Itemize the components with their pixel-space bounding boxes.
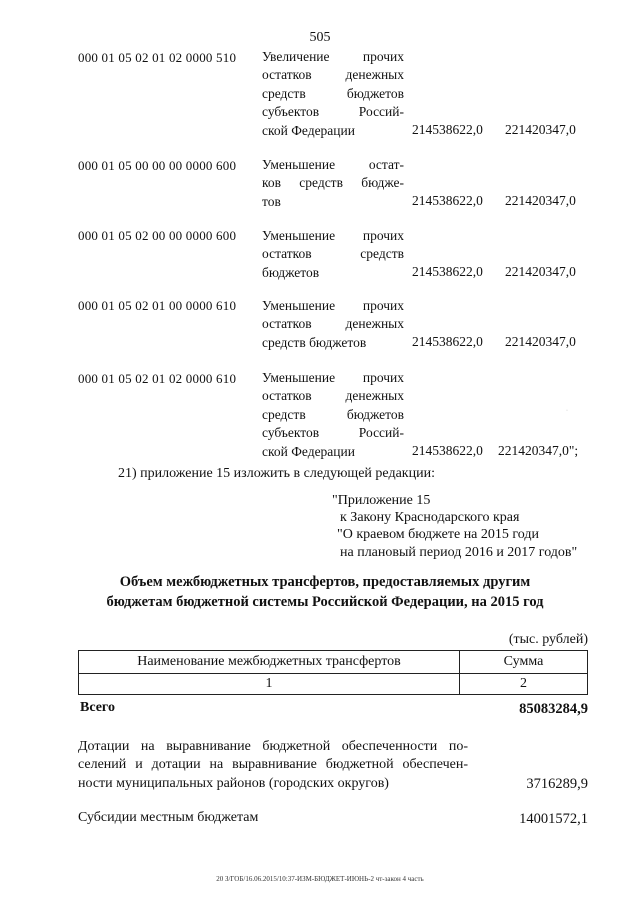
desc-line: ской Федерации xyxy=(262,443,355,459)
document-title xyxy=(60,572,590,612)
units-label: (тыс. рублей) xyxy=(508,632,588,647)
table-header-row xyxy=(79,651,588,674)
value-2017: 221420347,0 xyxy=(505,334,576,349)
desc-line: субъектов Россий- xyxy=(262,104,404,120)
appendix-line: на плановый период 2016 и 2017 годов" xyxy=(340,544,578,560)
value-2016: 214538622,0 xyxy=(412,443,483,458)
column-header-name: Наименование межбюджетных трансфертов xyxy=(79,651,460,674)
item-value: 14001572,1 xyxy=(519,811,588,827)
scan-speck: · xyxy=(566,408,568,414)
value-2016: 214538622,0 xyxy=(412,193,483,208)
table-number-row xyxy=(79,674,588,695)
desc-line: ков средств бюдже- xyxy=(262,175,404,191)
desc-line: тов xyxy=(262,193,281,209)
total-value: 85083284,9 xyxy=(519,701,588,717)
amendment-paragraph: 21) приложение 15 изложить в следующей редакции: xyxy=(118,466,435,481)
desc-line: бюджетов xyxy=(262,264,320,280)
item-description: Субсидии местным бюджетам xyxy=(78,810,259,825)
desc-line: средств бюджетов xyxy=(262,406,404,422)
desc-line: Уменьшение остат- xyxy=(262,157,404,172)
row-description xyxy=(262,156,404,211)
desc-line: остатков денежных xyxy=(262,316,404,332)
page-number: 505 xyxy=(309,30,331,45)
desc-line: Уменьшение прочих xyxy=(262,298,404,313)
value-2016: 214538622,0 xyxy=(412,264,483,279)
row-description xyxy=(262,227,404,282)
item-description xyxy=(78,738,468,793)
value-2017: 221420347,0 xyxy=(505,264,576,279)
title-line: бюджетам бюджетной системы Российской Федерации, на 2015 год xyxy=(106,594,544,610)
budget-code: 000 01 05 02 00 00 0000 600 xyxy=(78,228,237,243)
desc-line: остатков денежных xyxy=(262,388,404,404)
appendix-line: к Закону Краснодарского края xyxy=(340,510,520,526)
column-header-sum: Сумма xyxy=(460,651,588,674)
desc-line: средств бюджетов xyxy=(262,85,404,101)
desc-line: Уменьшение прочих xyxy=(262,228,404,243)
value-2017: 221420347,0"; xyxy=(498,443,579,458)
desc-line: ской Федерации xyxy=(262,122,355,138)
title-line: Объем межбюджетных трансфертов, предоставляемых другим xyxy=(119,574,531,590)
budget-code: 000 01 05 02 01 02 0000 510 xyxy=(78,50,237,65)
footer-text: 20 З/ГОБ/16.06.2015/10:37-ИЗМ-БЮДЖЕТ-ИЮНЬ-2 чт-закон 4 часть xyxy=(216,875,424,883)
value-2017: 221420347,0 xyxy=(505,122,576,137)
desc-line: средств бюджетов xyxy=(262,334,367,350)
item-line: Дотации на выравнивание бюджетной обеспеченности по- xyxy=(78,739,468,754)
desc-line: Уменьшение прочих xyxy=(262,370,404,385)
appendix-line: "Приложение 15 xyxy=(332,493,431,508)
item-line: ности муниципальных районов (городских округов) xyxy=(78,775,389,791)
value-2016: 214538622,0 xyxy=(412,122,483,137)
desc-line: субъектов Россий- xyxy=(262,425,404,441)
desc-line: остатков денежных xyxy=(262,67,404,83)
row-description xyxy=(262,369,404,461)
transfers-table xyxy=(78,650,588,695)
budget-code: 000 01 05 02 01 02 0000 610 xyxy=(78,371,237,386)
item-value: 3716289,9 xyxy=(526,776,588,792)
desc-line: Увеличение прочих xyxy=(262,49,404,64)
budget-code: 000 01 05 02 01 00 0000 610 xyxy=(78,298,237,313)
column-number: 1 xyxy=(79,674,460,695)
desc-line: остатков средств xyxy=(262,246,404,262)
item-line: селений и дотации на выравнивание бюджетной обеспечен- xyxy=(78,757,468,773)
budget-code: 000 01 05 00 00 00 0000 600 xyxy=(78,158,237,173)
appendix-header xyxy=(332,492,577,561)
appendix-line: "О краевом бюджете на 2015 годи xyxy=(337,527,540,543)
value-2017: 221420347,0 xyxy=(505,193,576,208)
row-description xyxy=(262,297,404,352)
value-2016: 214538622,0 xyxy=(412,334,483,349)
row-description xyxy=(262,48,404,140)
column-number: 2 xyxy=(460,674,588,695)
total-label: Всего xyxy=(80,700,115,715)
